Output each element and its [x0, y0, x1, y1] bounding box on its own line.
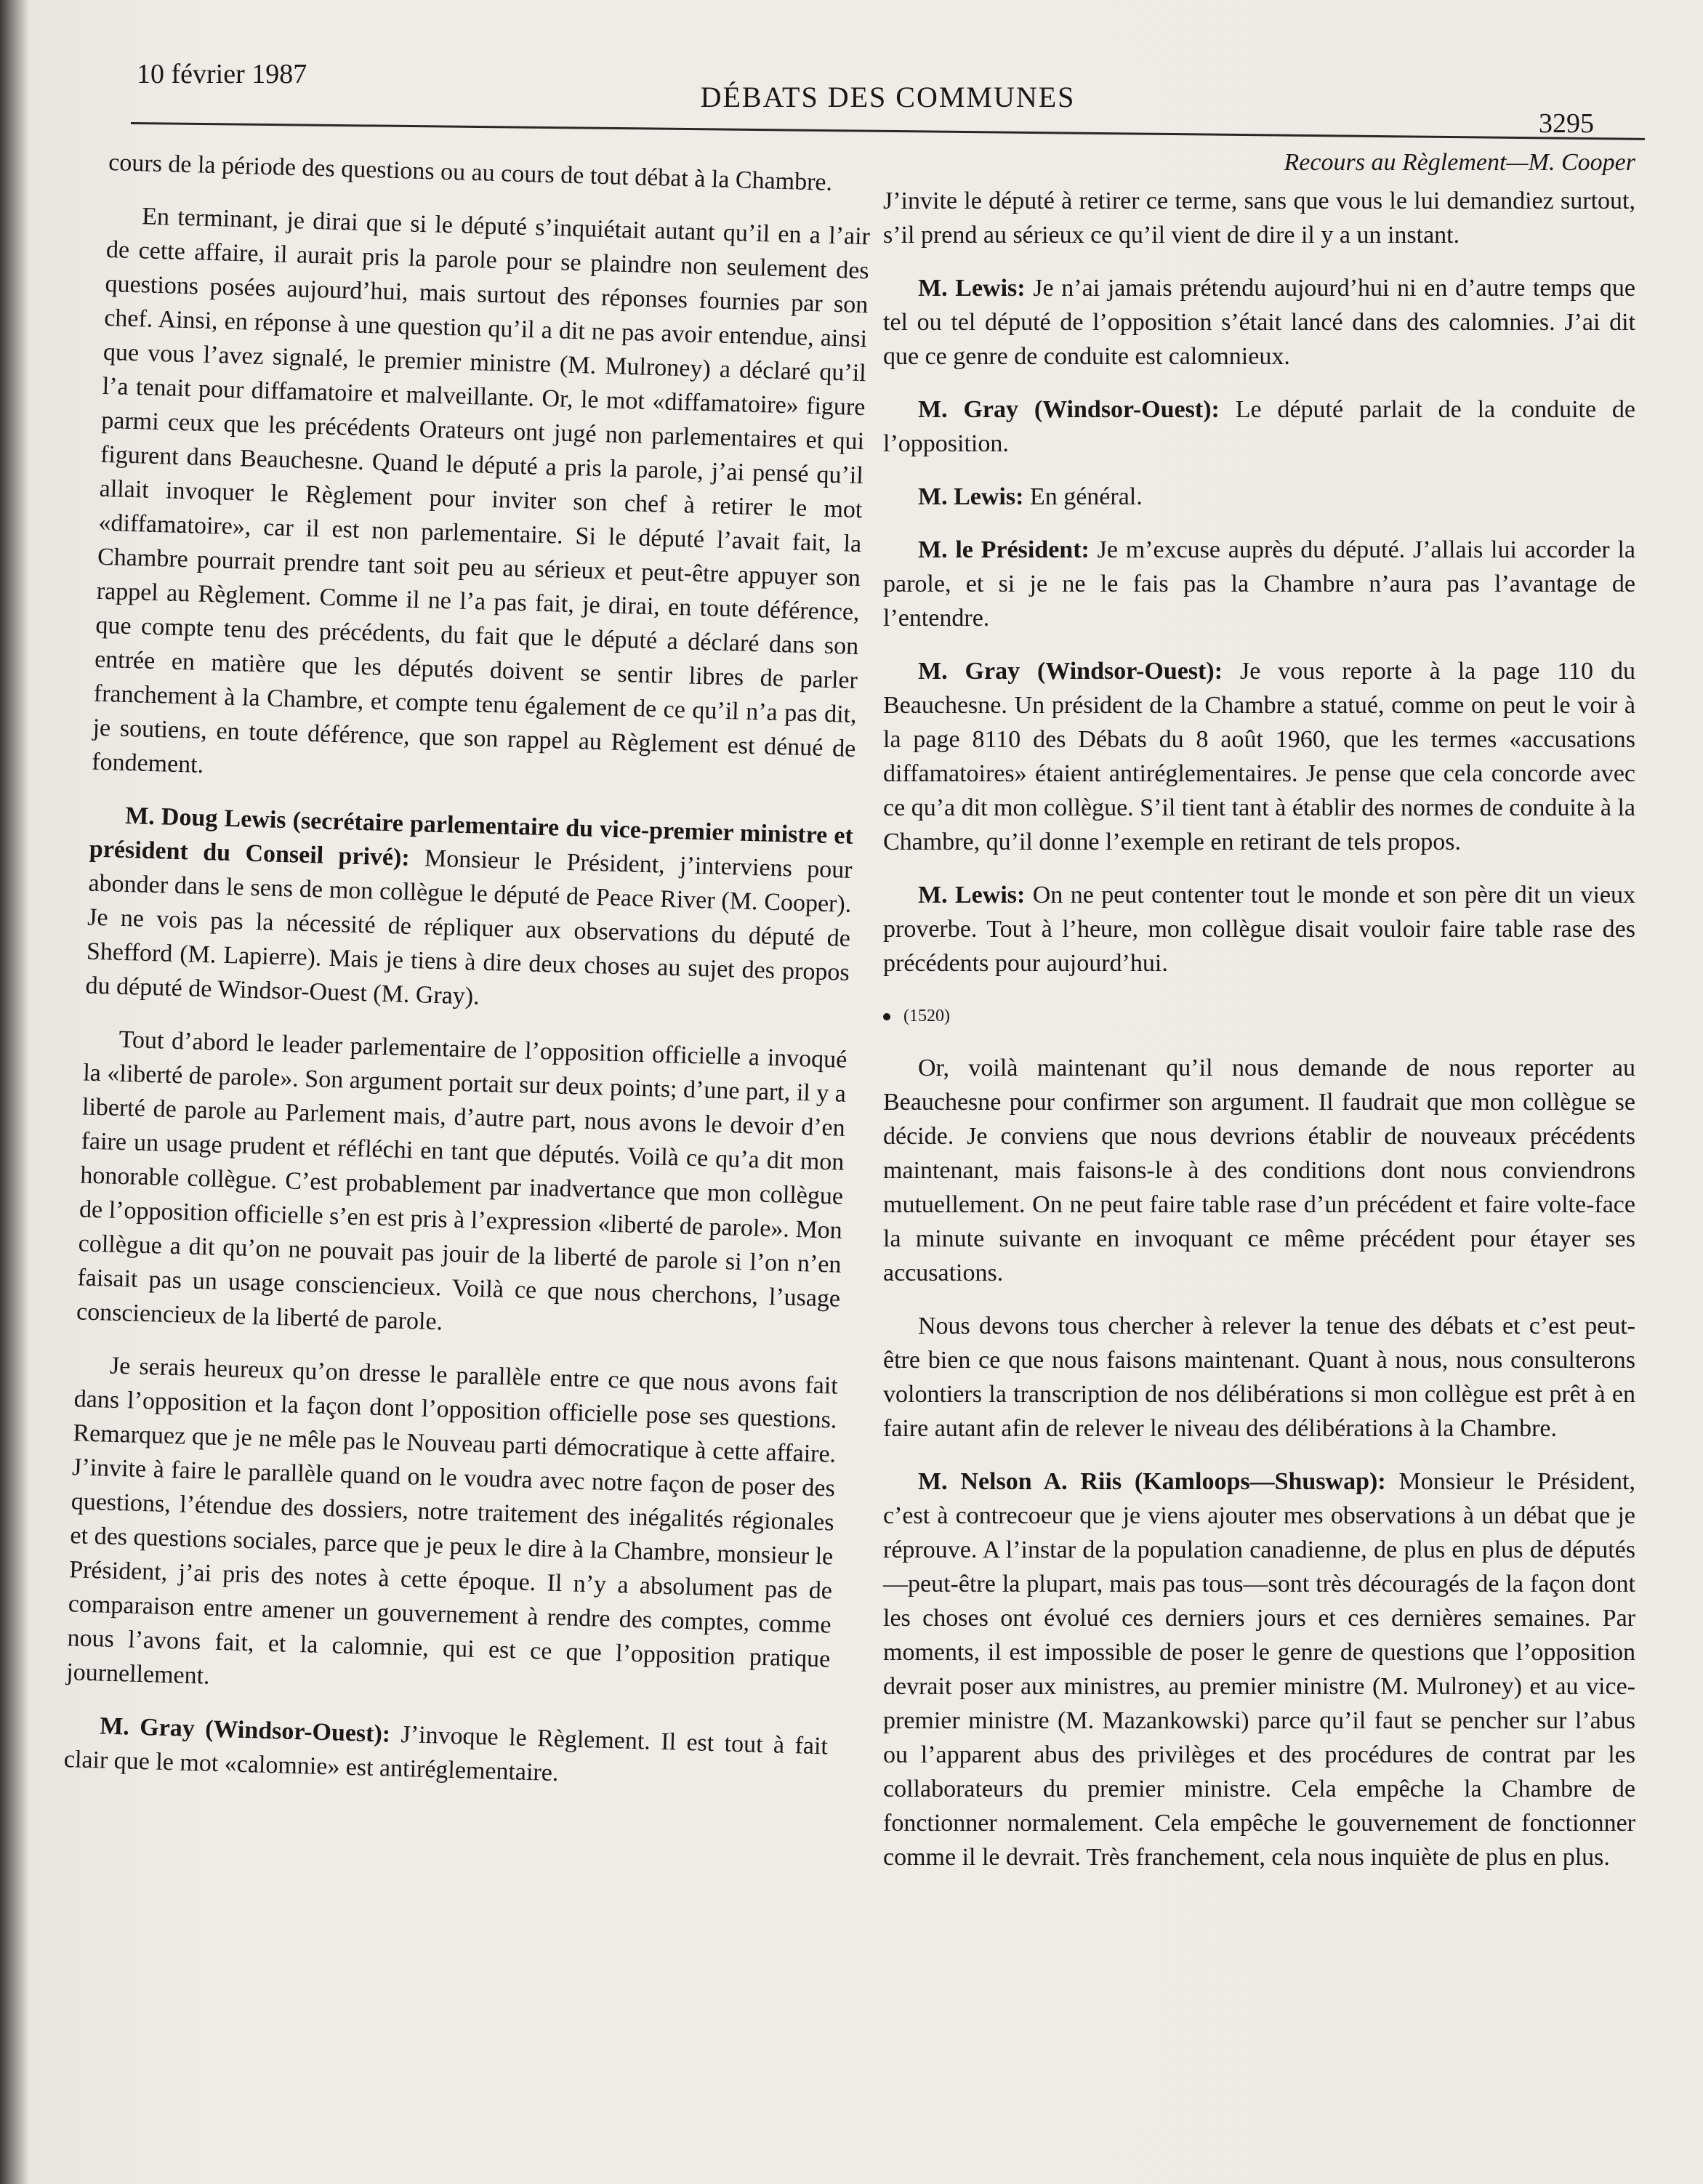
speech-text: Je vous reporte à la page 110 du Beauchesne. Un président de la Chambre a statué, comme on peut le voir à la page 8110 des Débats du 8 août 1960, que les termes «accusations diffamatoires» étaient antiréglementaires. Je pense que cela concorde avec ce qu’a dit mon collègue. S’il tient tant à établir des normes de conduite à la Chambre, qu’il donne l’exemple en retirant de tels propos.: [883, 658, 1635, 855]
speech-paragraph: [883, 392, 1635, 461]
bullet-icon: [883, 1013, 890, 1020]
speech-text: Je m’excuse auprès du député. J’allais lui accorder la parole, et si je ne le fais pas la Chambre n’aura pas l’avantage de l’entendre.: [883, 536, 1636, 632]
speech-paragraph: [883, 1464, 1635, 1874]
speaker-name: M. Nelson A. Riis (Kamloops—Shuswap):: [918, 1468, 1386, 1495]
speech-paragraph: [883, 480, 1635, 514]
paragraph: Tout d’abord le leader parlementaire de l’opposition officielle a invoqué la «liberté de parole». Son argument portait sur deux points; d’une part, il y a liberté de parole au Parlement mais, d’autre part, nous avons le devoir d’en faire un usage prudent et réfléchi en tant que députés. Voilà ce qu’a dit mon honorable collègue. C’est probablement par inadvertance que mon collègue de l’opposition officielle s’en est pris à l’expression «liberté de parole». Mon collègue a dit qu’on ne pouvait pas jouir de la liberté de parole si l’on n’en faisait pas un usage consciencieux. Voilà ce que nous cherchons, l’usage consciencieux de la liberté de parole.: [76, 1025, 848, 1336]
timestamp-text: (1520): [903, 1007, 950, 1025]
speech-paragraph: [883, 654, 1635, 859]
speaker-name: M. Gray (Windsor-Ouest):: [918, 396, 1220, 423]
speaker-name: M. Gray (Windsor-Ouest):: [918, 658, 1223, 685]
speaker-name: M. Lewis:: [918, 275, 1026, 302]
running-head: [131, 51, 1645, 139]
speech-paragraph: [63, 1708, 828, 1797]
speech-text: Monsieur le Président, j’interviens pour abonder dans le sens de mon collègue le député de Peace River (M. Cooper). Je ne vois pas la nécessité de répliquer aux observations du député de Shefford (M. Lapierre). Mais je tiens à dire deux choses au sujet des propos du député de Windsor-Ouest (M. Gray).: [85, 845, 853, 1010]
speaker-name: M. Lewis:: [918, 882, 1026, 908]
paragraph: En terminant, je dirai que si le député s’inquiétait autant qu’il en a l’air de cette affaire, il aurait pris la parole pour se plaindre non seulement des questions posées aujourd’hui, mais surtout des réponses fournies par son chef. Ainsi, en réponse à une question qu’il a dit ne pas avoir entendue, ainsi que vous l’avez signalé, le premier ministre (M. Mulroney) a déclaré qu’il l’a tenait pour diffamatoire et malveillante. Or, le mot «diffamatoire» figure parmi ceux que les précédents Orateurs ont jugé non parlementaires et qui figurent dans Beauchesne. Quand le député a pris la parole, j’ai pensé qu’il allait invoquer le Règlement pour inviter son chef à retirer le mot «diffamatoire», car il est non parlementaire. Si le député l’avait fait, la Chambre pourrait prendre tant soit peu au sérieux et peut-être appuyer son rappel au Règlement. Comme il ne l’a pas fait, je dirai, en toute déférence, que compte tenu des précédents, du fait que le député a déclaré dans son entrée en matière que les députés doivent se sentir libres de parler franchement à la Chambre, et compte tenu également de ce qu’il n’a pas dit, je soutiens, en toute déférence, que son rappel au Règlement est dénué de fondement.: [91, 203, 871, 778]
speech-text: J’invoque le Règlement. Il est tout à fait clair que le mot «calomnie» est antiréglementaire.: [63, 1721, 829, 1787]
timestamp: [883, 999, 1635, 1033]
paragraph: Nous devons tous chercher à relever la tenue des débats et c’est peut-être bien ce que nous faisons maintenant. Quant à nous, nous consulterons volontiers la transcription de nos délibérations si mon collègue est prêt à en faire autant afin de relever le niveau des délibérations à la Chambre.: [883, 1313, 1635, 1442]
speaker-name: M. Doug Lewis (secrétaire parlementaire du vice-premier ministre et président du Conseil privé):: [89, 802, 854, 871]
speech-text: En général.: [1029, 483, 1143, 510]
section-title: Recours au Règlement—M. Cooper: [1284, 149, 1635, 176]
paragraph: J’invite le député à retirer ce terme, sans que vous le lui demandiez surtout, s’il prend au sérieux ce qu’il vient de dire il y a un instant.: [883, 188, 1635, 249]
speaker-name: M. le Président:: [918, 536, 1090, 563]
speech-paragraph: [85, 798, 853, 1024]
header-date: 10 février 1987: [137, 59, 307, 89]
speech-text: Je n’ai jamais prétendu aujourd’hui ni en d’autre temps que tel ou tel député de l’opposition s’était lancé dans des calomnies. J’ai dit que ce genre de conduite est calomnieux.: [883, 275, 1635, 370]
speech-paragraph: [883, 271, 1635, 374]
left-column: [63, 145, 872, 1816]
speech-paragraph: [883, 533, 1635, 635]
paragraph: cours de la période des questions ou au cours de tout débat à la Chambre.: [108, 148, 833, 196]
speaker-name: M. Lewis:: [918, 483, 1024, 510]
paragraph: Or, voilà maintenant qu’il nous demande de nous reporter au Beauchesne pour confirmer son argument. Il faudrait que mon collègue se décide. Je conviens que nous devrions établir de nouveaux précédents maintenant, mais faisons-le à des conditions dont nous conviendrons mutuellement. On ne peut faire table rase d’un précédent et faire volte-face la minute suivante en invoquant ce même précédent pour étayer ses accusations.: [883, 1055, 1635, 1286]
header-rule: [131, 122, 1645, 140]
right-column: [883, 145, 1635, 1893]
speech-text: On ne peut contenter tout le monde et son père dit un vieux proverbe. Tout à l’heure, mon collègue disait vouloir faire table rase des précédents pour aujourd’hui.: [883, 882, 1636, 977]
speech-paragraph: [883, 878, 1635, 980]
paragraph: Je serais heureux qu’on dresse le parallèle entre ce que nous avons fait dans l’opposition et la façon dont l’opposition officielle pose ses questions. Remarquez que je ne mêle pas le Nouveau parti démocratique à cette affaire. J’invite à faire le parallèle quand on le voudra avec notre façon de poser des questions, l’étendue des dossiers, notre traitement des inégalités régionales et des questions sociales, parce que je peux le dire à la Chambre, monsieur le Président, j’ai pris des notes à cette époque. Il n’y a absolument pas de comparaison entre amener un gouvernement à rendre des comptes, comme nous l’avons fait, et la calomnie, qui est ce que l’opposition pratique journellement.: [65, 1352, 839, 1690]
speech-text: Monsieur le Président, c’est à contrecoeur que je viens ajouter mes observations à un débat que je réprouve. A l’instar de la population canadienne, de plus en plus de députés—peut-être la plupart, mais pas tous—sont très découragés de la façon dont les choses ont évolué ces derniers jours et ces dernières semaines. Par moments, il est impossible de poser le genre de questions que l’opposition devrait poser aux ministres, au premier ministre (M. Mulroney) et au vice-premier ministre (M. Mazankowski) parce qu’il faut se pencher sur l’abus ou l’apparent abus des privilèges et des procédures de contrat par les collaborateurs du premier ministre. Cela empêche la Chambre de fonctionner normalement. Cela empêche le gouvernement de fonctionner comme il le devrait. Très franchement, cela nous inquiète de plus en plus.: [883, 1468, 1636, 1871]
header-title: DÉBATS DES COMMUNES: [700, 81, 1076, 113]
speaker-name: M. Gray (Windsor-Ouest):: [99, 1712, 391, 1748]
page-number: 3295: [1539, 108, 1594, 139]
speech-text: Le député parlait de la conduite de l’opposition.: [883, 396, 1635, 457]
